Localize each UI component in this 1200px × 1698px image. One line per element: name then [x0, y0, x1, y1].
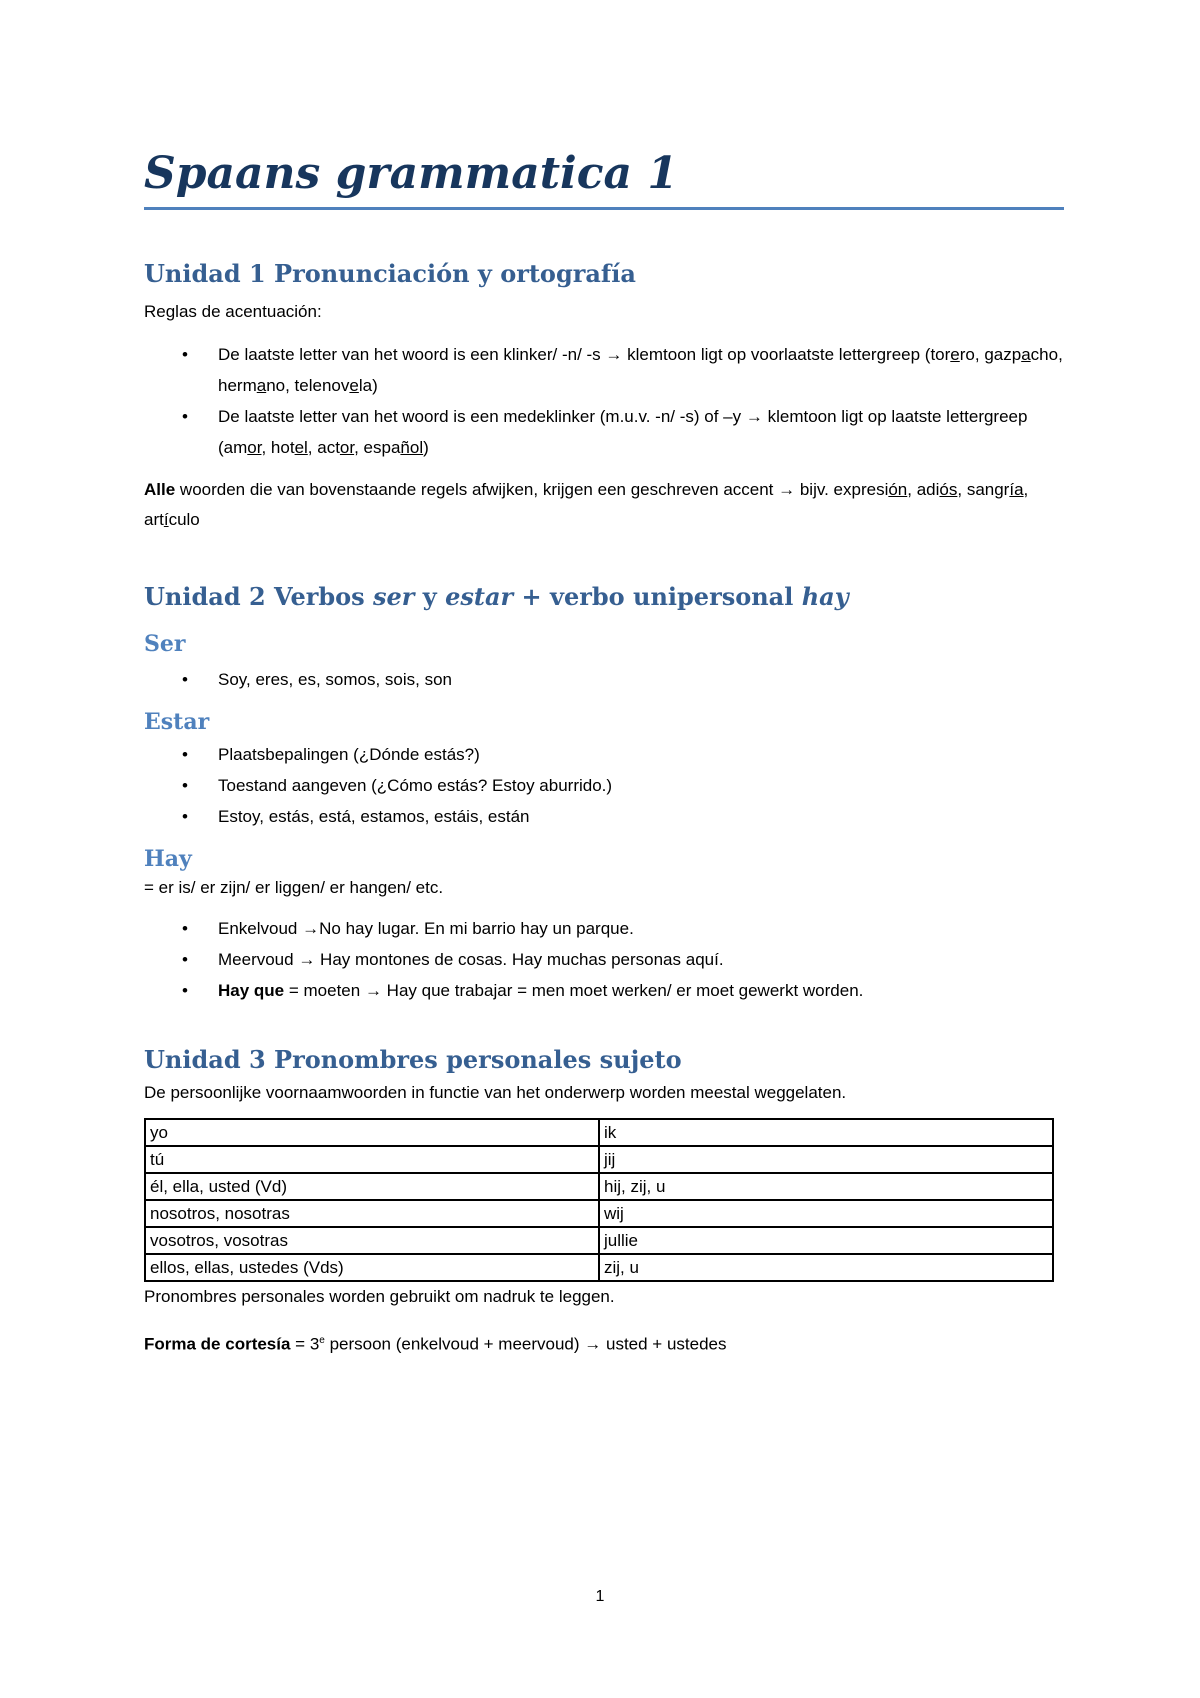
table-cell-dutch: zij, u: [599, 1254, 1053, 1281]
table-cell-spanish: nosotros, nosotras: [145, 1200, 599, 1227]
unit1-heading: Unidad 1 Pronunciación y ortografía: [144, 258, 636, 288]
table-row: [145, 1173, 1053, 1200]
arrow-icon: →: [778, 479, 796, 499]
bullet-icon: •: [182, 949, 188, 969]
bullet-icon: •: [182, 669, 188, 689]
unit1-list: [144, 339, 1064, 463]
table-cell-dutch: hij, zij, u: [599, 1173, 1053, 1200]
bullet-icon: •: [182, 344, 188, 364]
list-item: • Plaatsbepalingen (¿Dónde estás?): [144, 739, 1064, 770]
table-cell-spanish: tú: [145, 1146, 599, 1173]
table-cell-spanish: yo: [145, 1119, 599, 1146]
page-content: [144, 148, 1064, 1360]
table-row: [145, 1254, 1053, 1281]
list-item: • De laatste letter van het woord is een klinker/ -n/ -s → klemtoon ligt op voorlaatste lettergreep (torero, gazpacho, hermano, telenovela): [144, 339, 1064, 401]
pronoun-table: [144, 1118, 1054, 1282]
table-row: [145, 1119, 1053, 1146]
list-item: • Hay que = moeten → Hay que trabajar = men moet werken/ er moet gewerkt worden.: [144, 975, 1064, 1006]
table-row: [145, 1200, 1053, 1227]
ser-heading: Ser: [144, 631, 186, 658]
bullet-icon: •: [182, 406, 188, 426]
table-cell-spanish: él, ella, usted (Vd): [145, 1173, 599, 1200]
arrow-icon: →: [745, 406, 763, 426]
after-table-note: Pronombres personales worden gebruikt om nadruk te leggen.: [144, 1287, 615, 1307]
unit2-heading: Unidad 2 Verbos ser y estar + verbo unipersonal hay: [144, 581, 849, 611]
page-number: 1: [595, 1588, 605, 1605]
arrow-icon: →: [584, 1335, 602, 1355]
table-cell-spanish: ellos, ellas, ustedes (Vds): [145, 1254, 599, 1281]
table-cell-dutch: jij: [599, 1146, 1053, 1173]
table-cell-dutch: wij: [599, 1200, 1053, 1227]
unit3-intro: De persoonlijke voornaamwoorden in functie van het onderwerp worden meestal weggelaten.: [144, 1083, 847, 1103]
cortesia-rule: Forma de cortesía = $3^e$ persoon (enkelvoud + meervoud) → usted + ustedes: [144, 1335, 727, 1355]
ser-list: [144, 664, 1064, 695]
hay-heading: Hay: [144, 846, 192, 873]
estar-heading: Estar: [144, 708, 210, 735]
list-item: • Enkelvoud →No hay lugar. En mi barrio hay un parque.: [144, 913, 1064, 944]
list-item: • De laatste letter van het woord is een medeklinker (m.u.v. -n/ -s) of –y → klemtoon ligt op laatste lettergreep (amor, hotel, actor, español): [144, 401, 1064, 463]
table-cell-dutch: ik: [599, 1119, 1053, 1146]
document-title: Spaans grammatica 1: [144, 148, 1064, 210]
arrow-icon: →: [302, 918, 320, 938]
list-item: • Meervoud → Hay montones de cosas. Hay muchas personas aquí.: [144, 944, 1064, 975]
bullet-icon: •: [182, 980, 188, 1000]
table-cell-spanish: vosotros, vosotras: [145, 1227, 599, 1254]
arrow-icon: →: [605, 344, 623, 364]
table-cell-dutch: jullie: [599, 1227, 1053, 1254]
bullet-icon: •: [182, 807, 188, 827]
bullet-icon: •: [182, 745, 188, 765]
arrow-icon: →: [364, 980, 382, 1000]
table-row: [145, 1227, 1053, 1254]
bullet-icon: •: [182, 918, 188, 938]
list-item: • Estoy, estás, está, estamos, estáis, están: [144, 801, 1064, 832]
bullet-icon: •: [182, 776, 188, 796]
estar-list: [144, 739, 1064, 832]
hay-definition: = er is/ er zijn/ er liggen/ er hangen/ etc.: [144, 877, 444, 897]
accent-rule: Alle woorden die van bovenstaande regels afwijken, krijgen een geschreven accent → bijv. expresión, adiós, sangría, artículo: [144, 479, 1029, 529]
table-row: [145, 1146, 1053, 1173]
unit1-intro: Reglas de acentuación:: [144, 301, 322, 321]
list-item: • Soy, eres, es, somos, sois, son: [144, 664, 1064, 695]
hay-list: [144, 913, 1064, 1006]
unit3-heading: Unidad 3 Pronombres personales sujeto: [144, 1044, 682, 1074]
arrow-icon: →: [298, 949, 316, 969]
list-item: • Toestand aangeven (¿Cómo estás? Estoy aburrido.): [144, 770, 1064, 801]
